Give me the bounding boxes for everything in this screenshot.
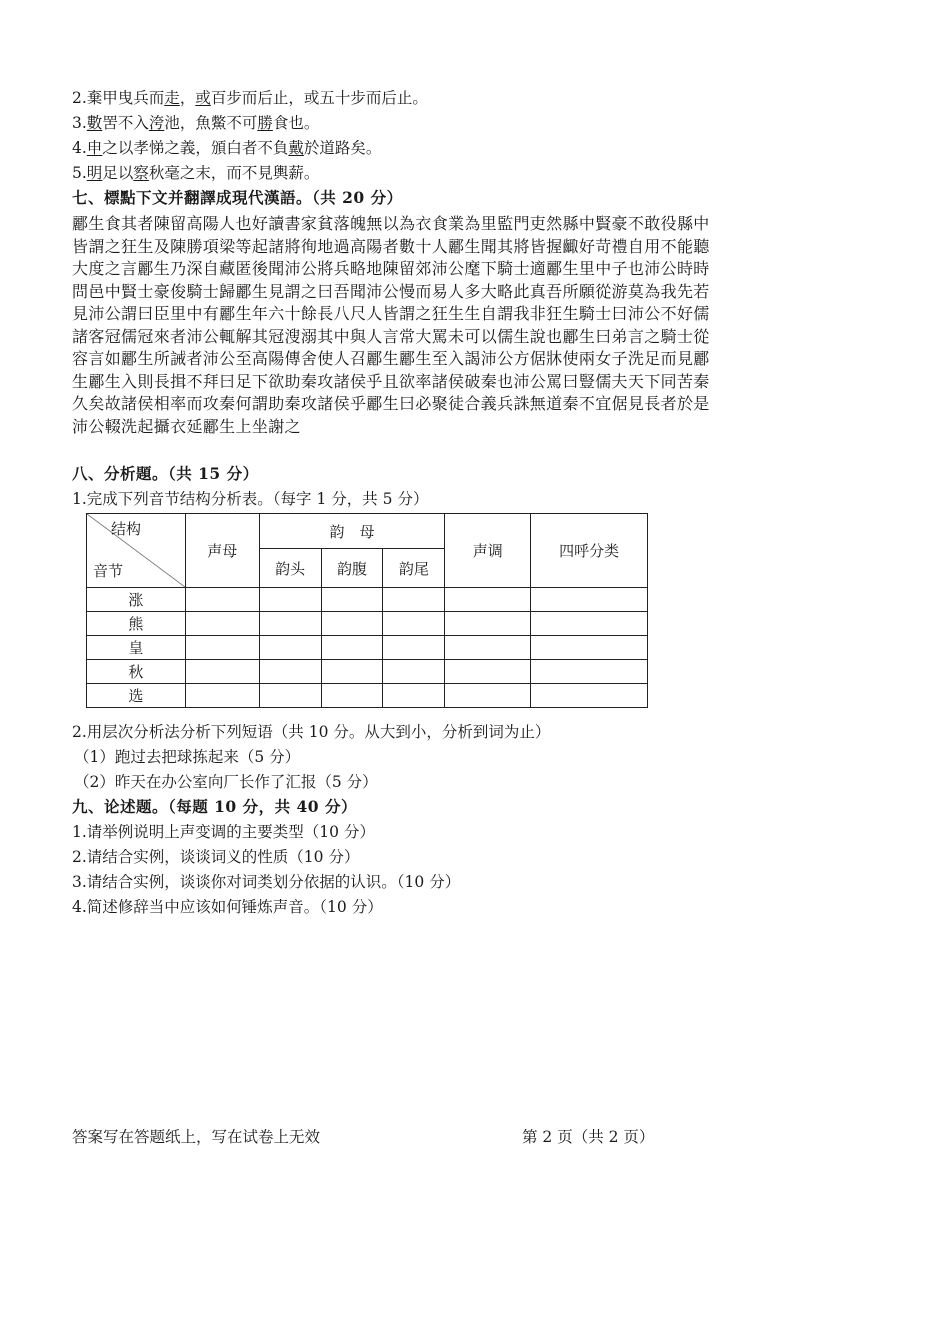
passage-line: 容言如酈生所誡者沛公至高陽傳舍使人召酈生酈生至入謁沛公方倨牀使兩女子洗足而見酈 [72, 349, 710, 368]
syllable-cell: 涨 [87, 588, 186, 612]
syllable-cell: 熊 [87, 612, 186, 636]
underlined-char: 走 [164, 89, 180, 107]
table-row [87, 612, 648, 636]
question-3: 3.數罟不入洿池，魚鱉不可勝食也。 [72, 114, 320, 132]
passage-line: 問邑中賢士豪俊騎士歸酈生見謂之曰吾聞沛公慢而易人多大略此真吾所願從游莫為我先若 [72, 281, 710, 301]
underlined-char: 或 [195, 89, 211, 107]
table-row [87, 684, 648, 708]
header-nucleus: 韵腹 [321, 549, 383, 588]
section-7-title: 七、標點下文并翻譯成現代漢語。（共 20 分） [72, 188, 403, 207]
header-tone: 声调 [445, 514, 531, 588]
header-coda: 韵尾 [383, 549, 445, 588]
footer-notice: 答案写在答题纸上，写在试卷上无效 [72, 1128, 321, 1146]
passage-line: 皆謂之狂生及陳勝項梁等起諸將徇地過高陽者數十人酈生聞其將皆握齱好苛禮自用不能聽 [72, 236, 710, 256]
question-4: 4.申之以孝悌之義，頒白者不負戴於道路矣。 [72, 139, 382, 157]
passage-line: 見沛公謂曰臣里中有酈生年六十餘長八尺人皆謂之狂生生自謂我非狂生騎士曰沛公不好儒 [72, 304, 710, 323]
section-8-title: 八、分析題。（共 15 分） [72, 464, 259, 483]
question-2: 2.棄甲曳兵而走，或百步而后止，或五十步而后止。 [72, 89, 428, 107]
section-8-q2-1: （1）跑过去把球拣起来（5 分） [74, 748, 301, 766]
section-9-q4: 4.简述修辞当中应该如何锤炼声音。（10 分） [72, 898, 383, 916]
section-9-title: 九、论述题。（每题 10 分，共 40 分） [72, 797, 357, 816]
question-5: 5.明足以察秋毫之末，而不見輿薪。 [72, 164, 320, 182]
header-initial: 声母 [185, 514, 259, 588]
corner-label-structure: 结构 [111, 520, 142, 538]
passage-line: 諸客冠儒冠來者沛公輒解其冠溲溺其中與人言常大罵未可以儒生說也酈生曰弟言之騎士從 [72, 326, 710, 346]
syllable-cell: 选 [87, 684, 186, 708]
footer-page-number: 第 2 页（共 2 页） [522, 1128, 655, 1146]
underlined-char: 察 [133, 164, 149, 182]
syllable-analysis-table [86, 513, 648, 708]
underlined-char: 戴 [288, 139, 304, 157]
section-8-q2: 2.用层次分析法分析下列短语（共 10 分。从大到小，分析到词为止） [72, 723, 551, 741]
passage-line: 酈生食其者陳留高陽人也好讀書家貧落魄無以為衣食業為里監門吏然縣中賢豪不敢役縣中 [72, 214, 710, 233]
underlined-char: 數 [86, 114, 103, 132]
header-hu: 四呼分类 [531, 514, 648, 588]
table-row [87, 660, 648, 684]
passage-line: 生酈生入則長揖不拜曰足下欲助秦攻諸侯乎且欲率諸侯破秦也沛公罵曰豎儒夫天下同苦秦 [72, 371, 710, 391]
table-row [87, 636, 648, 660]
section-9-q2: 2.请结合实例，谈谈词义的性质（10 分） [72, 848, 360, 866]
table-row [87, 588, 648, 612]
passage-line: 大度之言酈生乃深自藏匿後聞沛公將兵略地陳留郊沛公麾下騎士適酈生里中子也沛公時時 [72, 259, 710, 278]
syllable-cell: 秋 [87, 660, 186, 684]
section-8-q2-2: （2）昨天在办公室向厂长作了汇报（5 分） [74, 773, 378, 791]
corner-label-syllable: 音节 [93, 562, 124, 580]
section-9-q1: 1.请举例说明上声变调的主要类型（10 分） [72, 823, 375, 841]
passage-line: 久矣故諸侯相率而攻秦何謂助秦攻諸侯乎酈生曰必聚徒合義兵誅無道秦不宜倨見長者於是 [72, 394, 710, 413]
header-final: 韵 母 [259, 514, 445, 549]
underlined-char: 洿 [148, 114, 165, 132]
classical-passage [72, 213, 752, 438]
passage-line: 沛公輟洗起攝衣延酈生上坐謝之 [72, 416, 301, 436]
section-9-q3: 3.请结合实例，谈谈你对词类划分依据的认识。（10 分） [72, 873, 461, 891]
header-medial: 韵头 [259, 549, 321, 588]
underlined-char: 明 [86, 164, 103, 182]
table-corner-cell [87, 514, 186, 588]
underlined-char: 勝 [257, 114, 273, 132]
section-8-q1: 1.完成下列音节结构分析表。（每字 1 分，共 5 分） [72, 490, 429, 508]
syllable-cell: 皇 [87, 636, 186, 660]
underlined-char: 申 [86, 139, 103, 157]
